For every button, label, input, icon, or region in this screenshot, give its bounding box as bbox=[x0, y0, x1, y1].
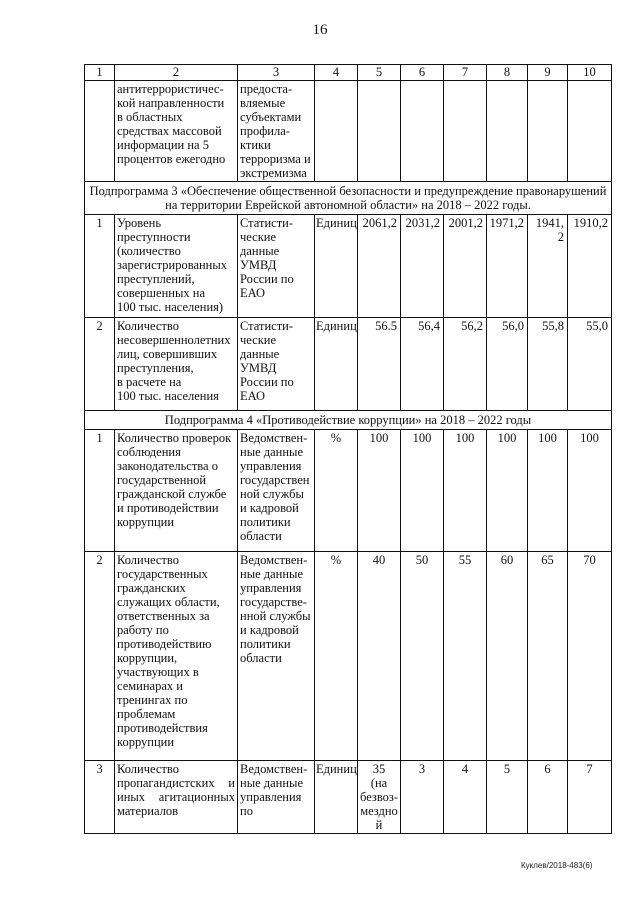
column-number: 9 bbox=[528, 65, 568, 81]
unit: Единиц bbox=[315, 215, 358, 318]
column-number: 4 bbox=[315, 65, 358, 81]
column-number: 6 bbox=[401, 65, 444, 81]
data-source: Ведомствен- ные данные управления государствен ной службы и кадровой политики области bbox=[238, 430, 315, 552]
column-number: 5 bbox=[358, 65, 401, 81]
data-source: Ведомствен- ные данные управления по bbox=[238, 761, 315, 834]
subprogram-heading-row bbox=[85, 182, 612, 215]
value-cell: 35 (на безвоз- мездной bbox=[358, 761, 401, 834]
table-row bbox=[85, 215, 612, 318]
table-row bbox=[85, 761, 612, 834]
indicator-name: Уровень преступности (количество зарегистрированных преступлений, совершенных на 100 тыс. населения) bbox=[115, 215, 238, 318]
value-cell: 55,0 bbox=[568, 318, 612, 411]
indicator-name: Количество проверок соблюдения законодательства о государственной гражданской службе и противодействии коррупции bbox=[115, 430, 238, 552]
value-cell: 56.5 bbox=[358, 318, 401, 411]
value-cell: 100 bbox=[487, 430, 528, 552]
indicator-name: антитеррористичес- кой направленности в областных средствах массовой информации на 5 процентов ежегодно bbox=[115, 81, 238, 182]
row-number: 2 bbox=[85, 318, 115, 411]
row-number: 2 bbox=[85, 552, 115, 761]
unit: % bbox=[315, 430, 358, 552]
value-cell: 100 bbox=[444, 430, 487, 552]
subprogram-3-title: Подпрограмма 3 «Обеспечение общественной безопасности и предупреждение правонарушений на территории Еврейской автономной области» на 2018 – 2022 годы. bbox=[85, 182, 612, 215]
value-cell: 100 bbox=[401, 430, 444, 552]
table-row bbox=[85, 318, 612, 411]
value-cell: 50 bbox=[401, 552, 444, 761]
subprogram-4-title: Подпрограмма 4 «Противодействие коррупции» на 2018 – 2022 годы bbox=[85, 411, 612, 430]
row-number: 1 bbox=[85, 430, 115, 552]
value-cell: 4 bbox=[444, 761, 487, 834]
indicator-name-line: пропагандистских и bbox=[117, 776, 235, 790]
data-source: Статисти- ческие данные УМВД России по ЕАО bbox=[238, 318, 315, 411]
table-row bbox=[85, 430, 612, 552]
value-cell: 7 bbox=[568, 761, 612, 834]
document-code: Куклев/2018-483(6) bbox=[521, 861, 593, 870]
value-cell: 6 bbox=[528, 761, 568, 834]
data-source: предоста- вляемые субъектами профила- ктики терроризма и экстремизма bbox=[238, 81, 315, 182]
indicator-name-line: иных агитационных bbox=[117, 790, 235, 804]
indicator-name-line: Количество bbox=[117, 762, 179, 776]
indicator-name: Количество несовершеннолетних лиц, совершивших преступления, в расчете на 100 тыс. населения bbox=[115, 318, 238, 411]
column-number: 3 bbox=[238, 65, 315, 81]
indicator-name bbox=[115, 761, 238, 834]
unit: % bbox=[315, 552, 358, 761]
value-cell: 70 bbox=[568, 552, 612, 761]
subprogram-heading-row bbox=[85, 411, 612, 430]
value-cell: 2031,2 bbox=[401, 215, 444, 318]
value-cell: 65 bbox=[528, 552, 568, 761]
column-number: 7 bbox=[444, 65, 487, 81]
column-number: 2 bbox=[115, 65, 238, 81]
unit: Единиц bbox=[315, 318, 358, 411]
row-number: 1 bbox=[85, 215, 115, 318]
value-cell: 2061,2 bbox=[358, 215, 401, 318]
indicator-name-line: материалов bbox=[117, 804, 179, 818]
value-cell: 56,4 bbox=[401, 318, 444, 411]
indicator-name: Количество государственных гражданских служащих области, ответственных за работу по противодействию коррупции, участвующих в семинарах и тренингах по проблемам противодействия коррупции bbox=[115, 552, 238, 761]
column-number-row bbox=[85, 65, 612, 81]
value-cell: 100 bbox=[358, 430, 401, 552]
data-source: Статисти- ческие данные УМВД России по ЕАО bbox=[238, 215, 315, 318]
column-number: 1 bbox=[85, 65, 115, 81]
table-row bbox=[85, 552, 612, 761]
indicators-table bbox=[84, 64, 612, 834]
value-cell: 1910,2 bbox=[568, 215, 612, 318]
column-number: 8 bbox=[487, 65, 528, 81]
column-number: 10 bbox=[568, 65, 612, 81]
row-number: 3 bbox=[85, 761, 115, 834]
value-cell: 56,2 bbox=[444, 318, 487, 411]
value-cell: 5 bbox=[487, 761, 528, 834]
table-row bbox=[85, 81, 612, 182]
value-cell: 100 bbox=[568, 430, 612, 552]
data-source: Ведомствен- ные данные управления государстве- нной службы и кадровой политики области bbox=[238, 552, 315, 761]
unit: Единиц bbox=[315, 761, 358, 834]
value-cell: 1971,2 bbox=[487, 215, 528, 318]
value-cell: 60 bbox=[487, 552, 528, 761]
value-cell: 2001,2 bbox=[444, 215, 487, 318]
value-cell: 1941,2 bbox=[528, 215, 568, 318]
value-cell: 3 bbox=[401, 761, 444, 834]
value-cell: 100 bbox=[528, 430, 568, 552]
value-cell: 56,0 bbox=[487, 318, 528, 411]
value-cell: 40 bbox=[358, 552, 401, 761]
value-cell: 55,8 bbox=[528, 318, 568, 411]
value-cell: 55 bbox=[444, 552, 487, 761]
page-number: 16 bbox=[312, 22, 328, 38]
